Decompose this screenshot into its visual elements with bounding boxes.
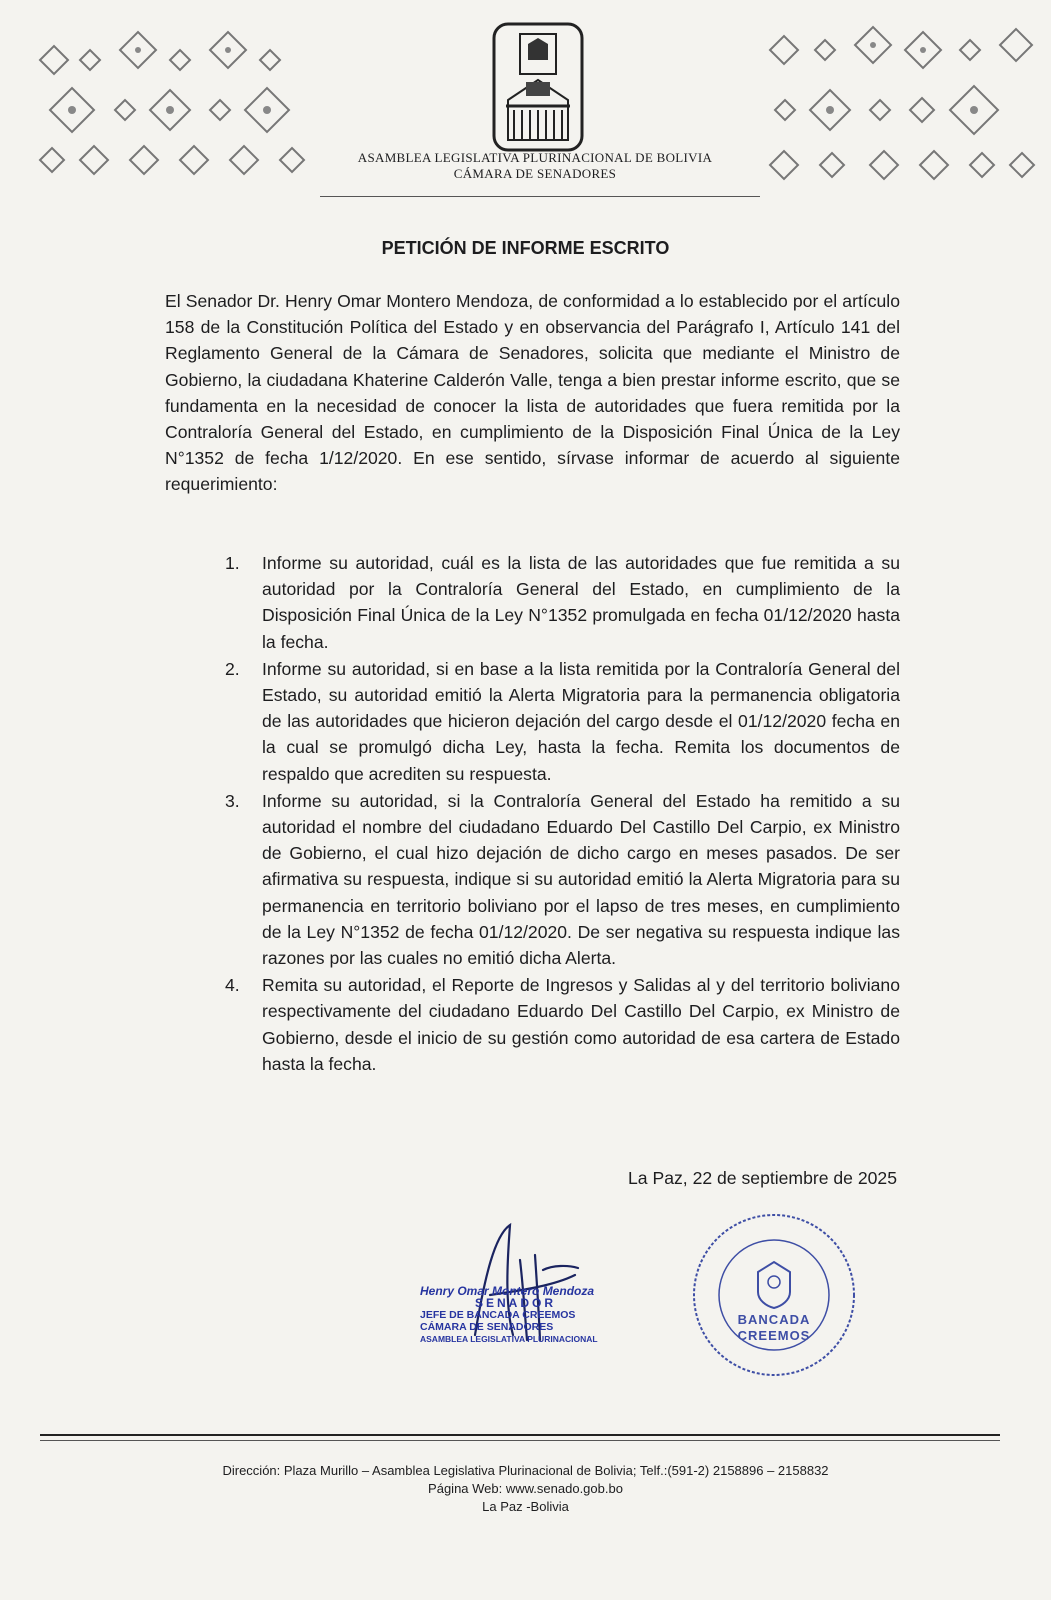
letterhead <box>0 0 1051 205</box>
footer-city: La Paz -Bolivia <box>482 1499 569 1514</box>
senate-logo-icon <box>490 20 586 154</box>
list-item-text: Informe su autoridad, si la Contraloría General del Estado ha remitido a su autoridad el nombre del ciudadano Eduardo Del Castillo Del Carpio, ex Ministro de Gobierno, el cual hizo dejación de dicho cargo en meses pasados. De ser afirmativa su respuesta, indique si su autoridad emitió la Alerta Migratoria para su permanencia en territorio boliviano por el lapso de tres meses, en cumplimiento de la Ley N°1352 de fecha 01/12/2020. De ser negativa su respuesta indique las razones por las cuales no emitió dicha Alerta. <box>262 790 900 969</box>
footer-divider <box>40 1434 1000 1436</box>
signer-role: SENADOR <box>475 1296 557 1310</box>
letterhead-institution <box>300 150 770 182</box>
bancada-stamp <box>688 1210 860 1380</box>
list-item <box>225 656 900 787</box>
andean-pattern-right <box>760 20 1040 195</box>
stamp-label-line1: BANCADA <box>737 1312 811 1327</box>
chamber-name: CÁMARA DE SENADORES <box>453 166 617 181</box>
signature-block <box>420 1285 640 1345</box>
requirements-list <box>225 550 900 1078</box>
list-item-text: Informe su autoridad, si en base a la lista remitida por la Contraloría General del Estado, su autoridad emitió la Alerta Migratoria para la permanencia obligatoria de las autoridades que hicieron dejación del cargo desde el 01/12/2020 fecha en la cual se promulgó dicha Ley, hasta la fecha. Remita los documentos de respaldo que acrediten su respuesta. <box>262 658 900 784</box>
letterhead-divider <box>320 196 760 197</box>
stamp-label-line2: CREEMOS <box>737 1328 811 1343</box>
intro-paragraph: El Senador Dr. Henry Omar Montero Mendoza, de conformidad a lo establecido por el artículo 158 de la Constitución Política del Estado y en observancia del Parágrafo I, Artículo 141 del Reglamento General de la Cámara de Senadores, solicita que mediante el Ministro de Gobierno, la ciudadana Khaterine Calderón Valle, tenga a bien prestar informe escrito, que se fundamenta en la necesidad de conocer la lista de autoridades que fuera remitida por la Contraloría General del Estado, en cumplimiento de la Disposición Final Única de la Ley N°1352 de fecha 1/12/2020. En ese sentido, sírvase informar de acuerdo al siguiente requerimiento: <box>165 291 900 495</box>
list-item-number: 3. <box>225 790 240 811</box>
footer-divider-thin <box>40 1440 1000 1441</box>
list-item <box>225 788 900 971</box>
footer-web: Página Web: www.senado.gob.bo <box>428 1481 623 1496</box>
list-item-number: 2. <box>225 658 240 679</box>
document-date: La Paz, 22 de septiembre de 2025 <box>628 1168 897 1188</box>
list-item-number: 1. <box>225 553 240 573</box>
list-item <box>225 972 900 1077</box>
list-item <box>225 550 900 655</box>
stamp-label <box>720 1312 828 1344</box>
document-title: PETICIÓN DE INFORME ESCRITO <box>381 238 670 258</box>
signer-assembly: ASAMBLEA LEGISLATIVA PLURINACIONAL <box>420 1334 598 1344</box>
list-item-number: 4. <box>225 975 240 996</box>
signer-chamber: CÁMARA DE SENADORES <box>420 1321 554 1333</box>
list-item-text: Informe su autoridad, cuál es la lista de las autoridades que fue remitida a su autoridad por la Contraloría General del Estado, en cumplimiento de la Disposición Final Única de la Ley N°1352 promulgada en fecha 01/12/2020 hasta la fecha. <box>262 553 900 652</box>
signer-position: JEFE DE BANCADA CREEMOS <box>420 1309 576 1321</box>
footer-address: Dirección: Plaza Murillo – Asamblea Legislativa Plurinacional de Bolivia; Telf.:(591-2) 2158896 – 2158832 <box>222 1463 829 1478</box>
list-item-text: Remita su autoridad, el Reporte de Ingresos y Salidas al y del territorio boliviano respectivamente del ciudadano Eduardo Del Castillo Del Carpio, ex Ministro de Gobierno, desde el inicio de su gestión como autoridad de esa cartera de Estado hasta la fecha. <box>262 975 900 1074</box>
andean-pattern-left <box>20 20 320 195</box>
signer-name: Henry Omar Montero Mendoza <box>420 1284 595 1298</box>
footer <box>0 1462 1051 1516</box>
institution-name: ASAMBLEA LEGISLATIVA PLURINACIONAL DE BOLIVIA <box>357 150 713 165</box>
